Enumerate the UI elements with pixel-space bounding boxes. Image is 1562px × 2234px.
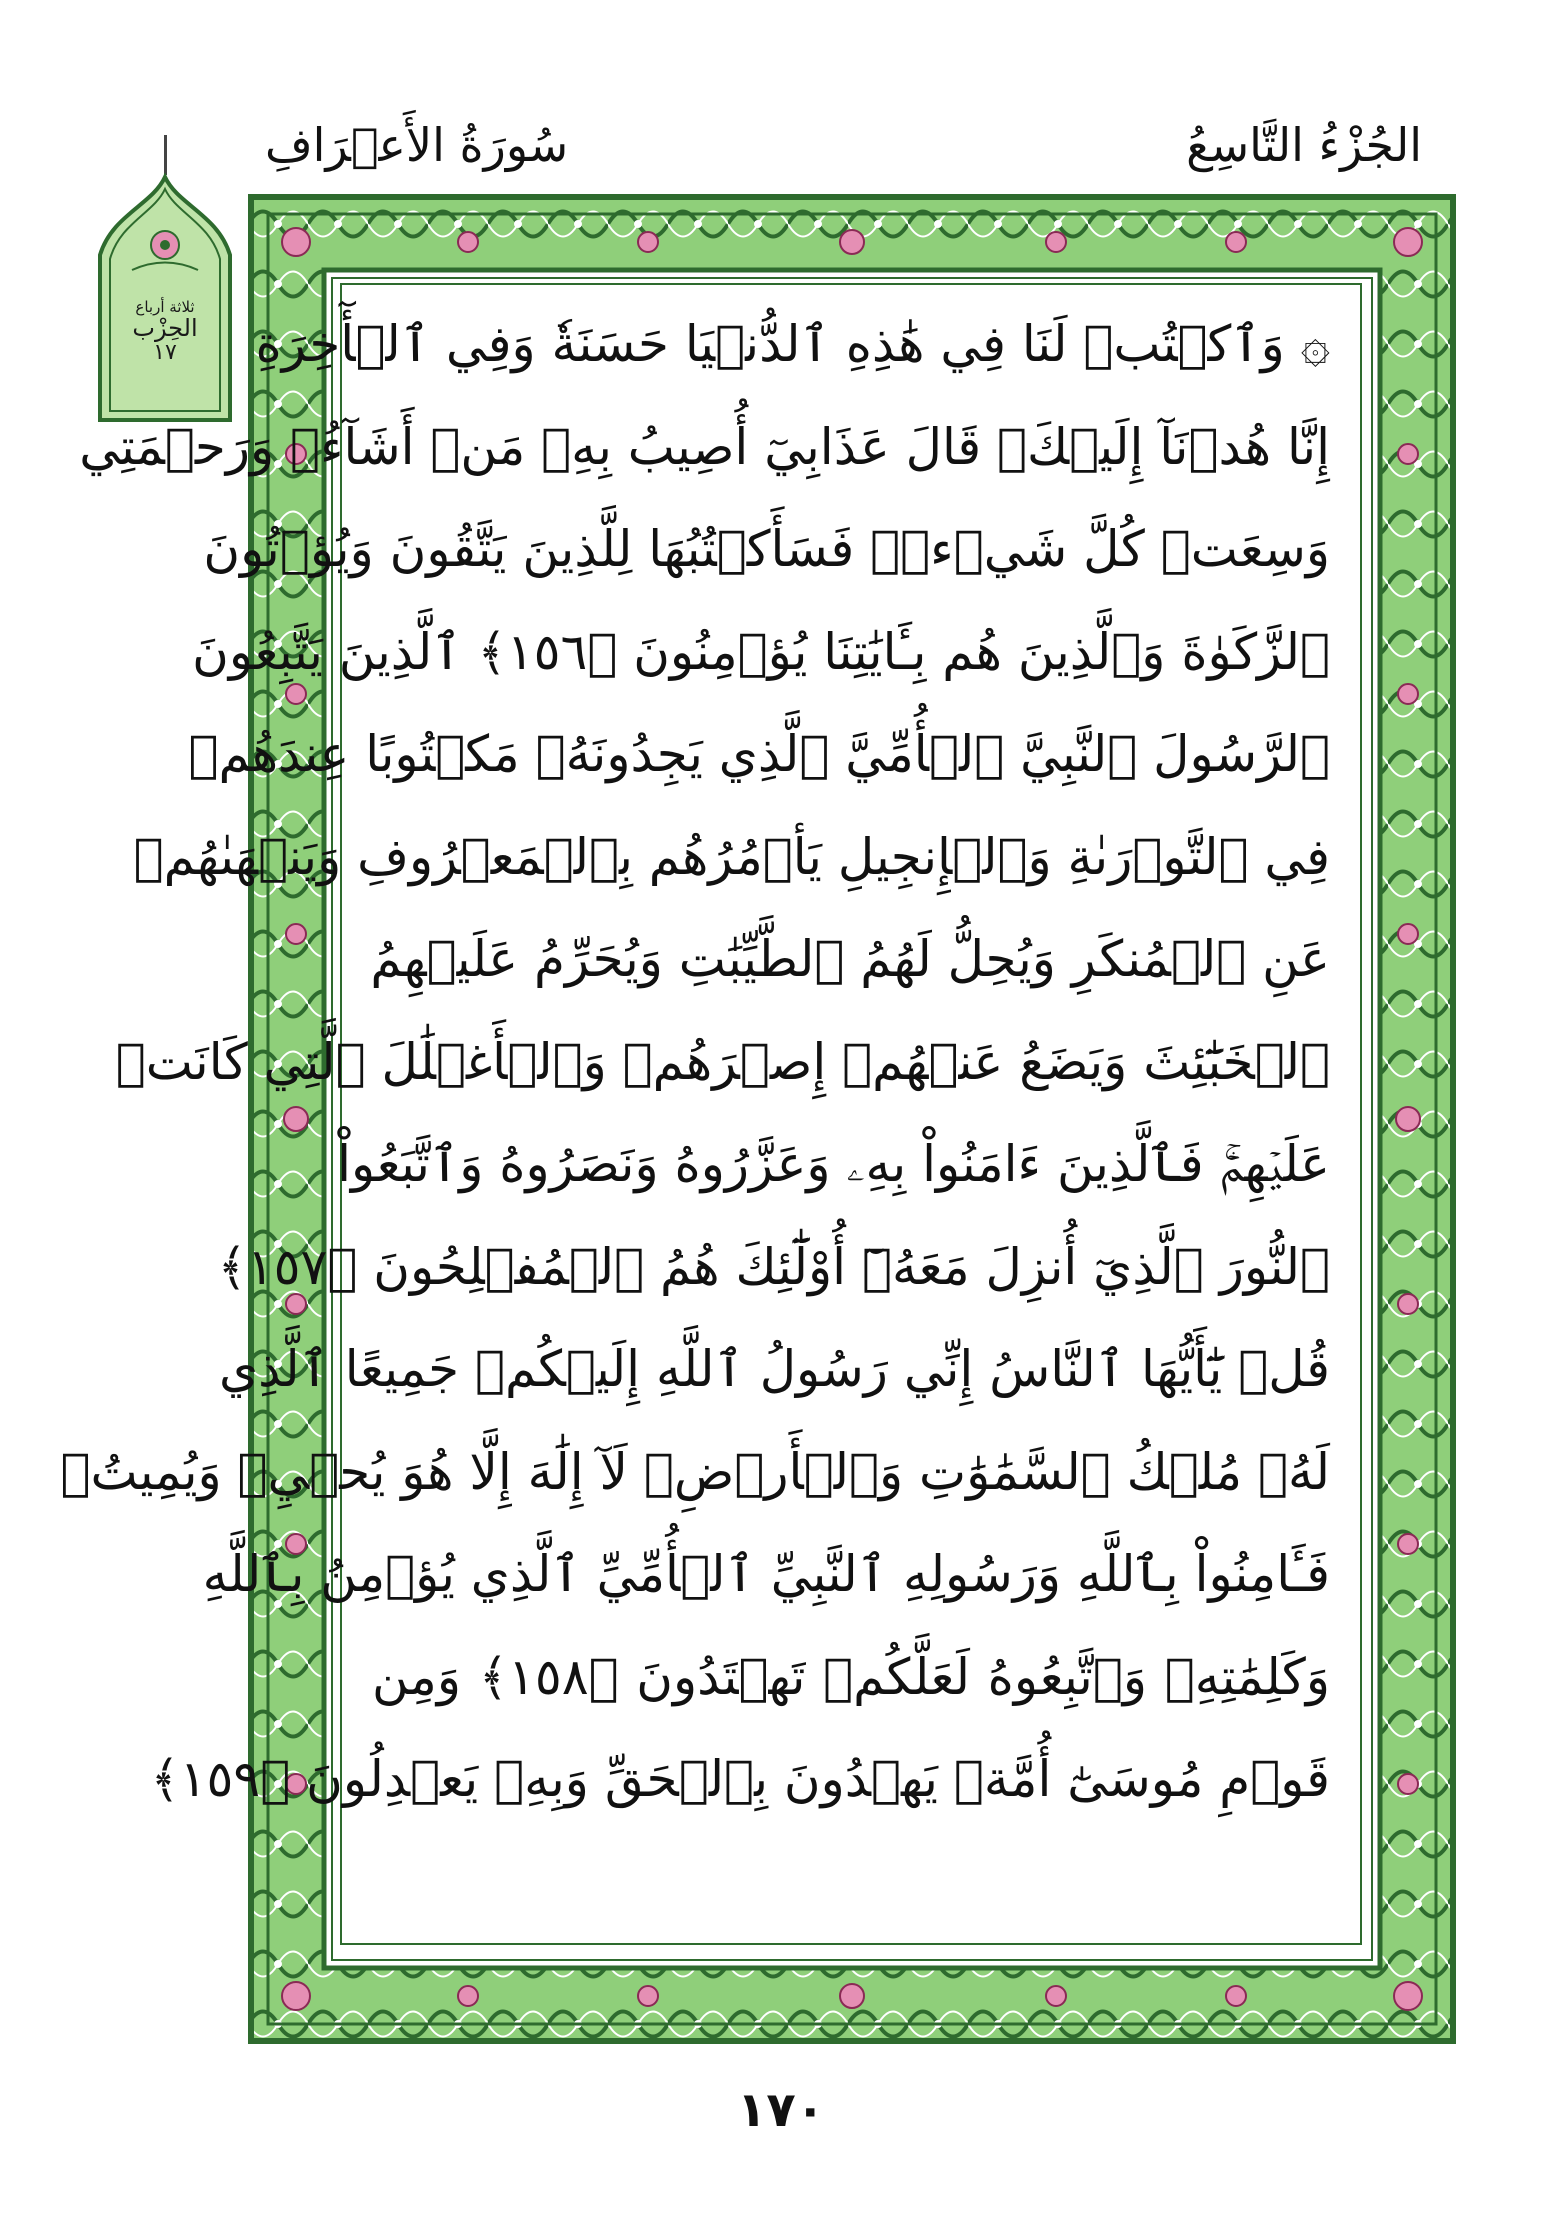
- verse-line: قُلۡ يَٰٓأَيُّهَا ٱلنَّاسُ إِنِّي رَسُولُ ٱللَّهِ إِلَيۡكُمۡ جَمِيعًا ٱلَّذِي: [218, 1340, 1330, 1398]
- verse-line: إِنَّا هُدۡنَآ إِلَيۡكَۚ قَالَ عَذَابِيٓ أُصِيبُ بِهِۦ مَنۡ أَشَآءُۖ وَرَحۡمَتِي: [79, 417, 1330, 476]
- verse-line: ٱلزَّكَوٰةَ وَٱلَّذِينَ هُم بِـَٔايَٰتِنَا يُؤۡمِنُونَ ﴿١٥٦﴾ ٱلَّذِينَ يَتَّبِعُونَ: [192, 622, 1330, 681]
- verse-line: ٱلنُّورَ ٱلَّذِيٓ أُنزِلَ مَعَهُۥٓ أُوْلَٰٓئِكَ هُمُ ٱلۡمُفۡلِحُونَ ﴿١٥٧﴾: [217, 1237, 1330, 1296]
- hizb-fraction: ثلاثة أرباع: [135, 298, 195, 316]
- verse-line: ٱلرَّسُولَ ٱلنَّبِيَّ ٱلۡأُمِّيَّ ٱلَّذِي يَجِدُونَهُۥ مَكۡتُوبًا عِندَهُمۡ: [188, 725, 1330, 783]
- verse-line: ۞ وَٱكۡتُبۡ لَنَا فِي هَٰذِهِ ٱلدُّنۡيَا حَسَنَةٗ وَفِي ٱلۡأٓخِرَةِ: [255, 315, 1330, 373]
- verse-line: لَهُۥ مُلۡكُ ٱلسَّمَٰوَٰتِ وَٱلۡأَرۡضِۖ لَآ إِلَٰهَ إِلَّا هُوَ يُحۡيِۦ وَيُمِيتُۖ: [60, 1442, 1330, 1501]
- verse-line: قَوۡمِ مُوسَىٰٓ أُمَّةٞ يَهۡدُونَ بِٱلۡحَقِّ وَبِهِۦ يَعۡدِلُونَ ﴿١٥٩﴾: [150, 1750, 1330, 1808]
- verse-line: وَسِعَتۡ كُلَّ شَيۡءٖۚ فَسَأَكۡتُبُهَا لِلَّذِينَ يَتَّقُونَ وَيُؤۡتُونَ: [203, 520, 1330, 578]
- hizb-marker-stem: [164, 135, 167, 175]
- verse-line: فَـَٔامِنُواْ بِٱللَّهِ وَرَسُولِهِ ٱلنَّبِيِّ ٱلۡأُمِّيِّ ٱلَّذِي يُؤۡمِنُ بِٱللَّهِ: [202, 1545, 1330, 1603]
- hizb-number: ١٧: [153, 339, 177, 365]
- verse-line: وَكَلِمَٰتِهِۦ وَٱتَّبِعُوهُ لَعَلَّكُمۡ تَهۡتَدُونَ ﴿١٥٨﴾ وَمِن: [372, 1647, 1330, 1706]
- verse-line: عَلَيۡهِمۡۚ فَٱلَّذِينَ ءَامَنُواْ بِهِۦ وَعَزَّرُوهُ وَنَصَرُوهُ وَٱتَّبَعُواْ: [337, 1135, 1330, 1193]
- hizb-marker-text: [100, 300, 230, 364]
- hizb-label: الحِزْب: [132, 313, 198, 342]
- page-number: ١٧٠: [737, 2082, 825, 2138]
- verse-line: ٱلۡخَبَٰٓئِثَ وَيَضَعُ عَنۡهُمۡ إِصۡرَهُمۡ وَٱلۡأَغۡلَٰلَ ٱلَّتِي كَانَتۡ: [115, 1032, 1330, 1091]
- juz-title: الجُزْءُ التَّاسِعُ: [1186, 118, 1422, 172]
- verse-line: فِي ٱلتَّوۡرَىٰةِ وَٱلۡإِنجِيلِ يَأۡمُرُهُم بِٱلۡمَعۡرُوفِ وَيَنۡهَىٰهُمۡ: [133, 827, 1330, 886]
- surah-title: سُورَةُ الأَعۡرَافِ: [265, 118, 569, 172]
- verse-line: عَنِ ٱلۡمُنكَرِ وَيُحِلُّ لَهُمُ ٱلطَّيِّبَٰتِ وَيُحَرِّمُ عَلَيۡهِمُ: [370, 930, 1330, 988]
